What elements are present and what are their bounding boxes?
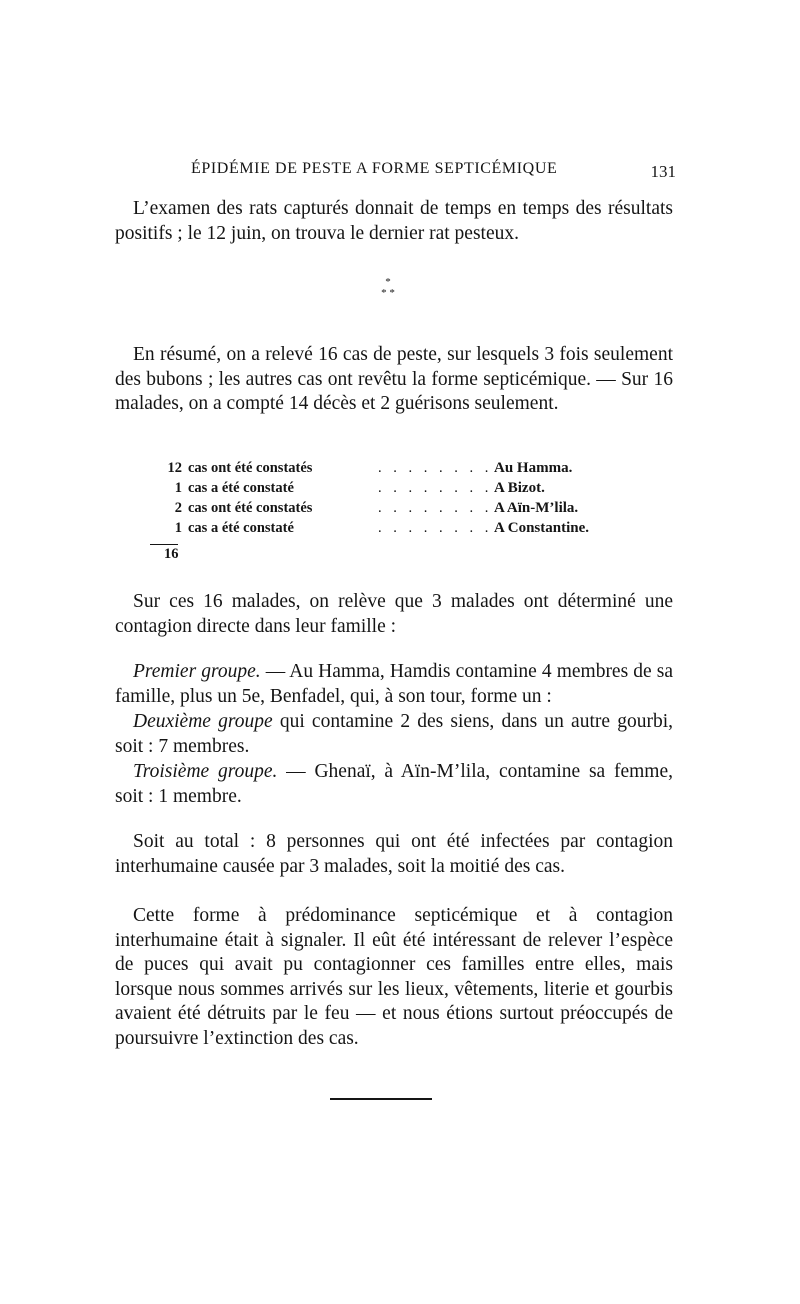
ledger-place: A Aïn-M’lila. [494, 500, 579, 516]
ledger-description: cas ont été constatés [188, 460, 313, 476]
paragraph-summary: En résumé, on a relevé 16 cas de peste, sur lesquels 3 fois seulement des bubons ; les autres cas ont revêtu la forme septicémique. — Sur 16 malades, on a compté 14 décès et 2 guérisons seulement. [115, 344, 673, 414]
second-group-label: Deuxième groupe [133, 711, 273, 732]
ledger-quantity: 1 [174, 480, 182, 496]
ledger-leader-dots: . . . . . . . . . [378, 520, 508, 536]
asterism-bottom: * * [381, 287, 395, 299]
ledger-sum-rule [150, 544, 178, 545]
ledger-place: Au Hamma. [494, 460, 573, 476]
paragraph-total: Soit au total : 8 personnes qui ont été infectées par contagion interhumaine causée par 3 malades, soit la moitié des cas. [115, 831, 673, 877]
third-group-text: — Ghenaï, à Aïn-M’lila, contamine sa femme, soit : 1 membre. [115, 761, 673, 807]
first-group-text: — Au Hamma, Hamdis contamine 4 membres de sa famille, plus un 5e, Benfadel, qui, à son tour, forme un : [115, 661, 673, 707]
first-group-label: Premier groupe. [133, 661, 261, 682]
end-rule [330, 1098, 432, 1100]
paragraph-third-group [115, 760, 673, 809]
paragraph-second-group [115, 710, 673, 759]
ledger-total: 16 [164, 546, 179, 562]
ledger-description: cas a été constaté [188, 520, 294, 536]
page-number: 131 [650, 162, 676, 181]
ledger-row [160, 518, 630, 538]
paragraph-conclusion: Cette forme à prédominance septicémique et à contagion interhumaine était à signaler. Il eût été intéressant de relever l’espèce de puces qui avait pu contagionner ces familles entre elles, mais lorsque nous sommes arrivés sur les lieux, vêtements, literie et gourbis avaient été détruits par le feu — et nous étions surtout préoccupés de poursuivre l’extinction des cas. [115, 905, 673, 1049]
ledger-place: A Constantine. [494, 520, 590, 536]
third-group-label: Troisième groupe. [133, 761, 278, 782]
second-group-text: qui contamine 2 des siens, dans un autre gourbi, soit : 7 membres. [115, 711, 673, 757]
ledger-quantity: 1 [174, 520, 182, 536]
ledger-description: cas ont été constatés [188, 500, 313, 516]
page-header [116, 160, 676, 184]
ledger-leader-dots: . . . . . . . . [378, 500, 493, 516]
ledger-leader-dots: . . . . . . . . [378, 460, 493, 476]
ledger-quantity: 12 [167, 460, 182, 476]
ledger-quantity: 2 [174, 500, 182, 516]
asterism-divider [368, 277, 408, 307]
ledger-row [160, 478, 630, 498]
ledger-row [160, 498, 630, 518]
asterism-top: * [385, 276, 391, 288]
paragraph-contagion: Sur ces 16 malades, on relève que 3 malades ont déterminé une contagion directe dans leur famille : [115, 591, 673, 637]
paragraph-first-group [115, 660, 673, 709]
case-ledger [160, 458, 630, 538]
ledger-row [160, 458, 630, 478]
ledger-place: A Bizot. [494, 480, 545, 496]
ledger-leader-dots: . . . . . . . . . [378, 480, 508, 496]
ledger-description: cas a été constaté [188, 480, 294, 496]
paragraph-rats: L’examen des rats capturés donnait de temps en temps des résultats positifs ; le 12 juin, on trouva le dernier rat pesteux. [115, 198, 673, 244]
running-title: ÉPIDÉMIE DE PESTE A FORME SEPTICÉMIQUE [191, 160, 558, 177]
